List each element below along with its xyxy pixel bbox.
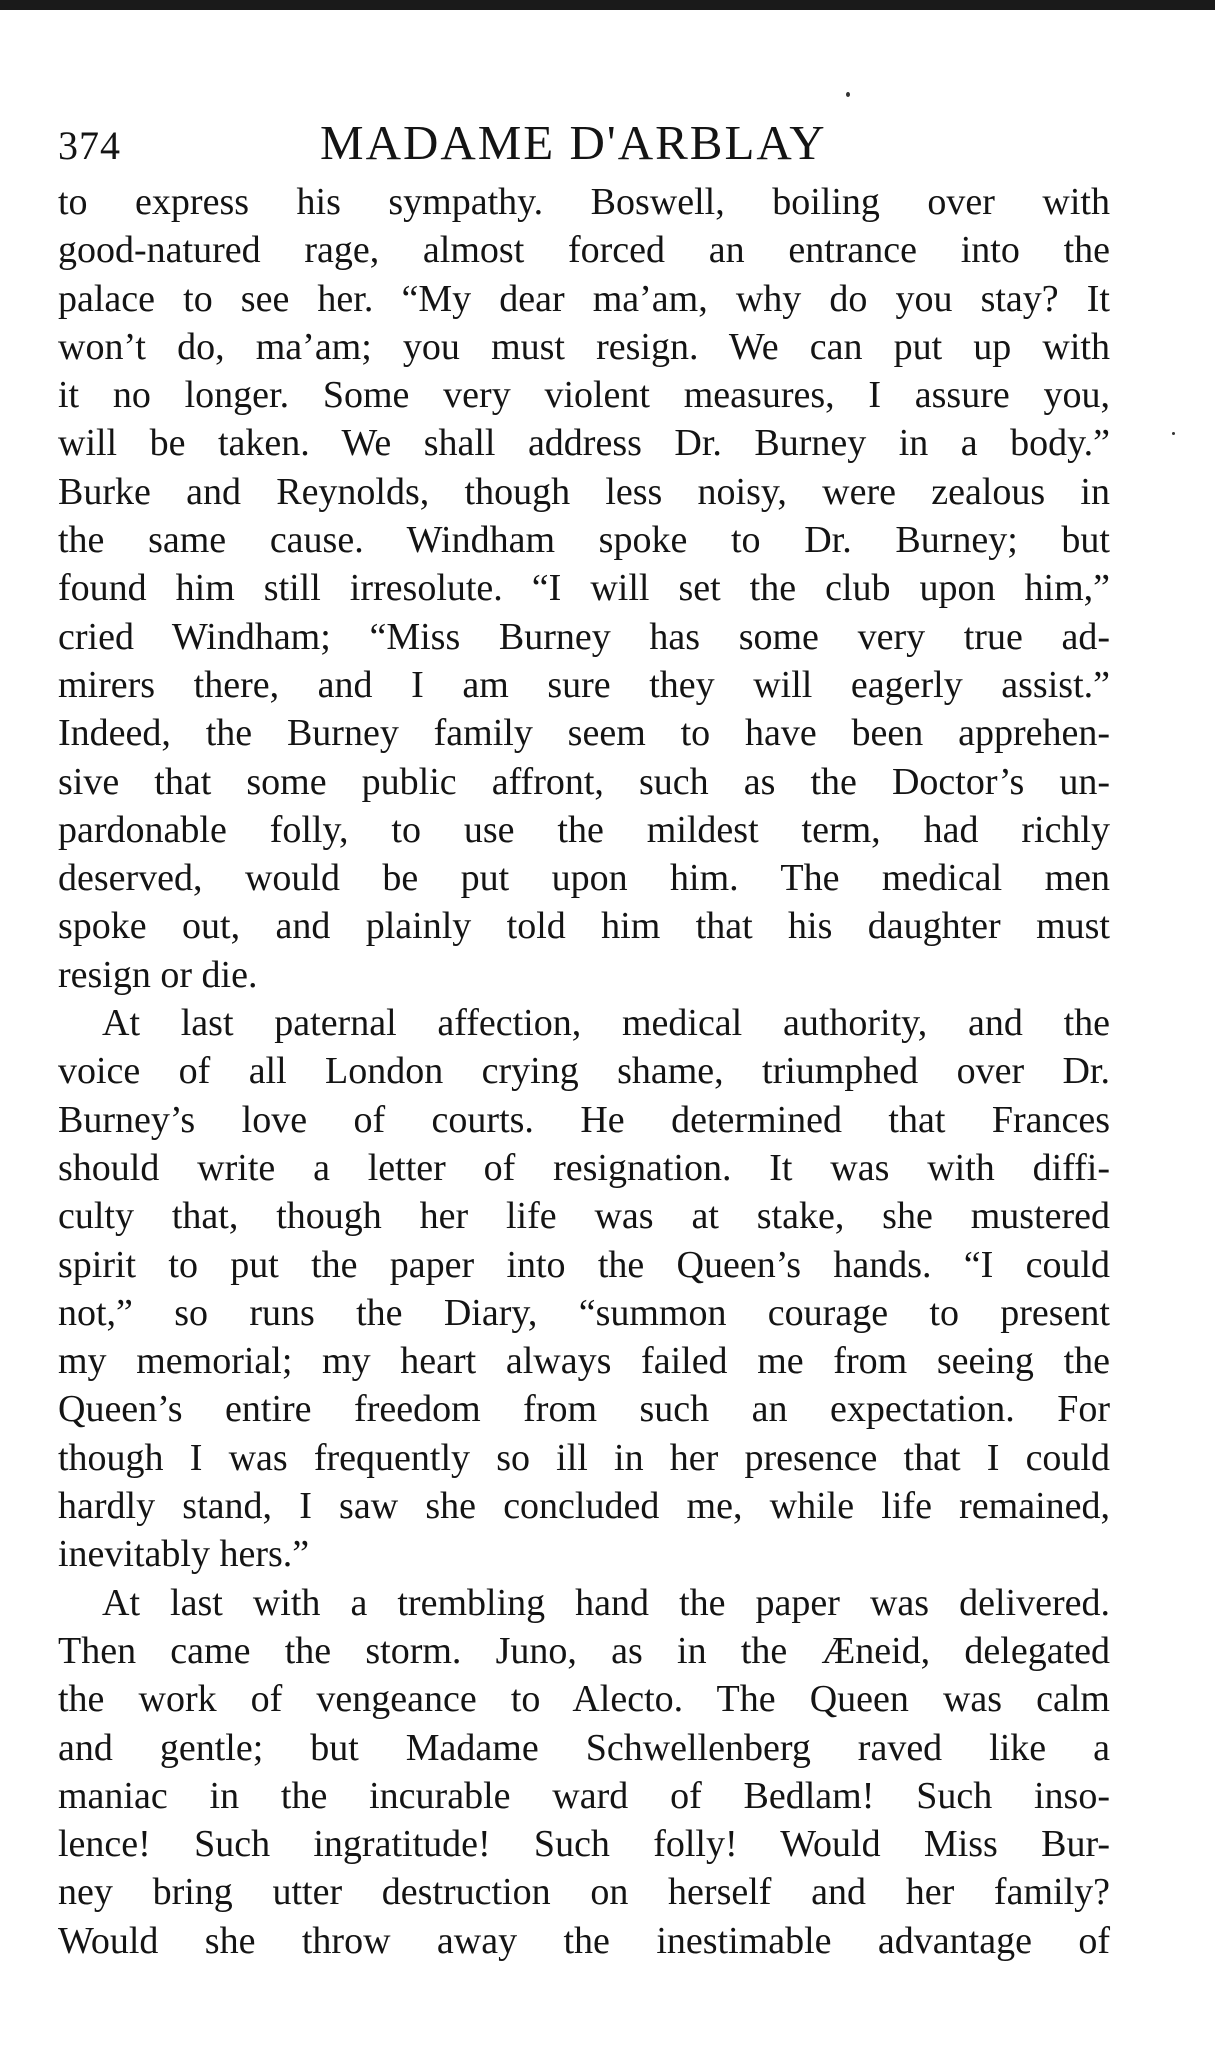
paragraph-start-line: At last with a trembling hand the paper was delivered. [102,1581,1110,1624]
text-line: voice of all London crying shame, triumphed over Dr. [58,1050,1110,1093]
text-line: though I was frequently so ill in her presence that I could [58,1436,1110,1479]
body-text [58,178,1110,1965]
text-line: to express his sympathy. Boswell, boiling over with [58,181,1110,223]
text-line: won’t do, ma’am; you must resign. We can put up with [58,325,1110,368]
text-line: ney bring utter destruction on herself and her family? [58,1871,1110,1914]
text-line: not,” so runs the Diary, “summon courage to present [58,1291,1110,1334]
text-line: hardly stand, I saw she concluded me, while life remained, [58,1485,1110,1528]
text-line: and gentle; but Madame Schwellenberg raved like a [58,1726,1110,1769]
text-line: spirit to put the paper into the Queen’s hands. “I could [58,1243,1110,1286]
text-line: palace to see her. “My dear ma’am, why do you stay? It [58,277,1110,320]
text-line: the same cause. Windham spoke to Dr. Burney; but [58,519,1110,562]
text-line: good-natured rage, almost forced an entrance into the [58,229,1110,272]
page-title: MADAME D'ARBLAY [320,115,827,170]
running-head [58,108,1118,178]
text-line: culty that, though her life was at stake, she mustered [58,1195,1110,1238]
text-line: Burney’s love of courts. He determined that Frances [58,1098,1110,1141]
text-line: found him still irresolute. “I will set the club upon him,” [58,567,1110,610]
text-line: will be taken. We shall address Dr. Burney in a body.” [58,422,1110,465]
text-line: Burke and Reynolds, though less noisy, were zealous in [58,470,1110,513]
paragraph-start-line: At last paternal affection, medical authority, and the [102,1002,1110,1045]
text-line: spoke out, and plainly told him that his daughter must [58,905,1110,948]
paragraph-end-line: resign or die. [58,953,258,996]
text-line: deserved, would be put upon him. The medical men [58,857,1110,900]
print-speck [846,92,850,97]
text-line: cried Windham; “Miss Burney has some very true ad- [58,615,1110,658]
print-speck [1172,432,1175,435]
text-line: the work of vengeance to Alecto. The Queen was calm [58,1678,1110,1721]
text-line: Then came the storm. Juno, as in the Æneid, delegated [58,1629,1110,1672]
text-line: mirers there, and I am sure they will eagerly assist.” [58,663,1110,706]
text-line: it no longer. Some very violent measures, I assure you, [58,374,1110,417]
top-border-rule [0,0,1215,10]
text-line: should write a letter of resignation. It was with diffi- [58,1146,1110,1189]
text-line: pardonable folly, to use the mildest term, had richly [58,808,1110,851]
text-line: Indeed, the Burney family seem to have been apprehen- [58,712,1110,755]
text-line: lence! Such ingratitude! Such folly! Would Miss Bur- [58,1823,1110,1866]
page-number: 374 [58,123,121,168]
text-line: Would she throw away the inestimable advantage of [58,1919,1110,1962]
text-line: my memorial; my heart always failed me from seeing the [58,1340,1110,1383]
paragraph-end-line: inevitably hers.” [58,1533,310,1576]
text-line: sive that some public affront, such as the Doctor’s un- [58,760,1110,803]
text-line: Queen’s entire freedom from such an expectation. For [58,1388,1110,1431]
text-line: maniac in the incurable ward of Bedlam! Such inso- [58,1774,1110,1817]
